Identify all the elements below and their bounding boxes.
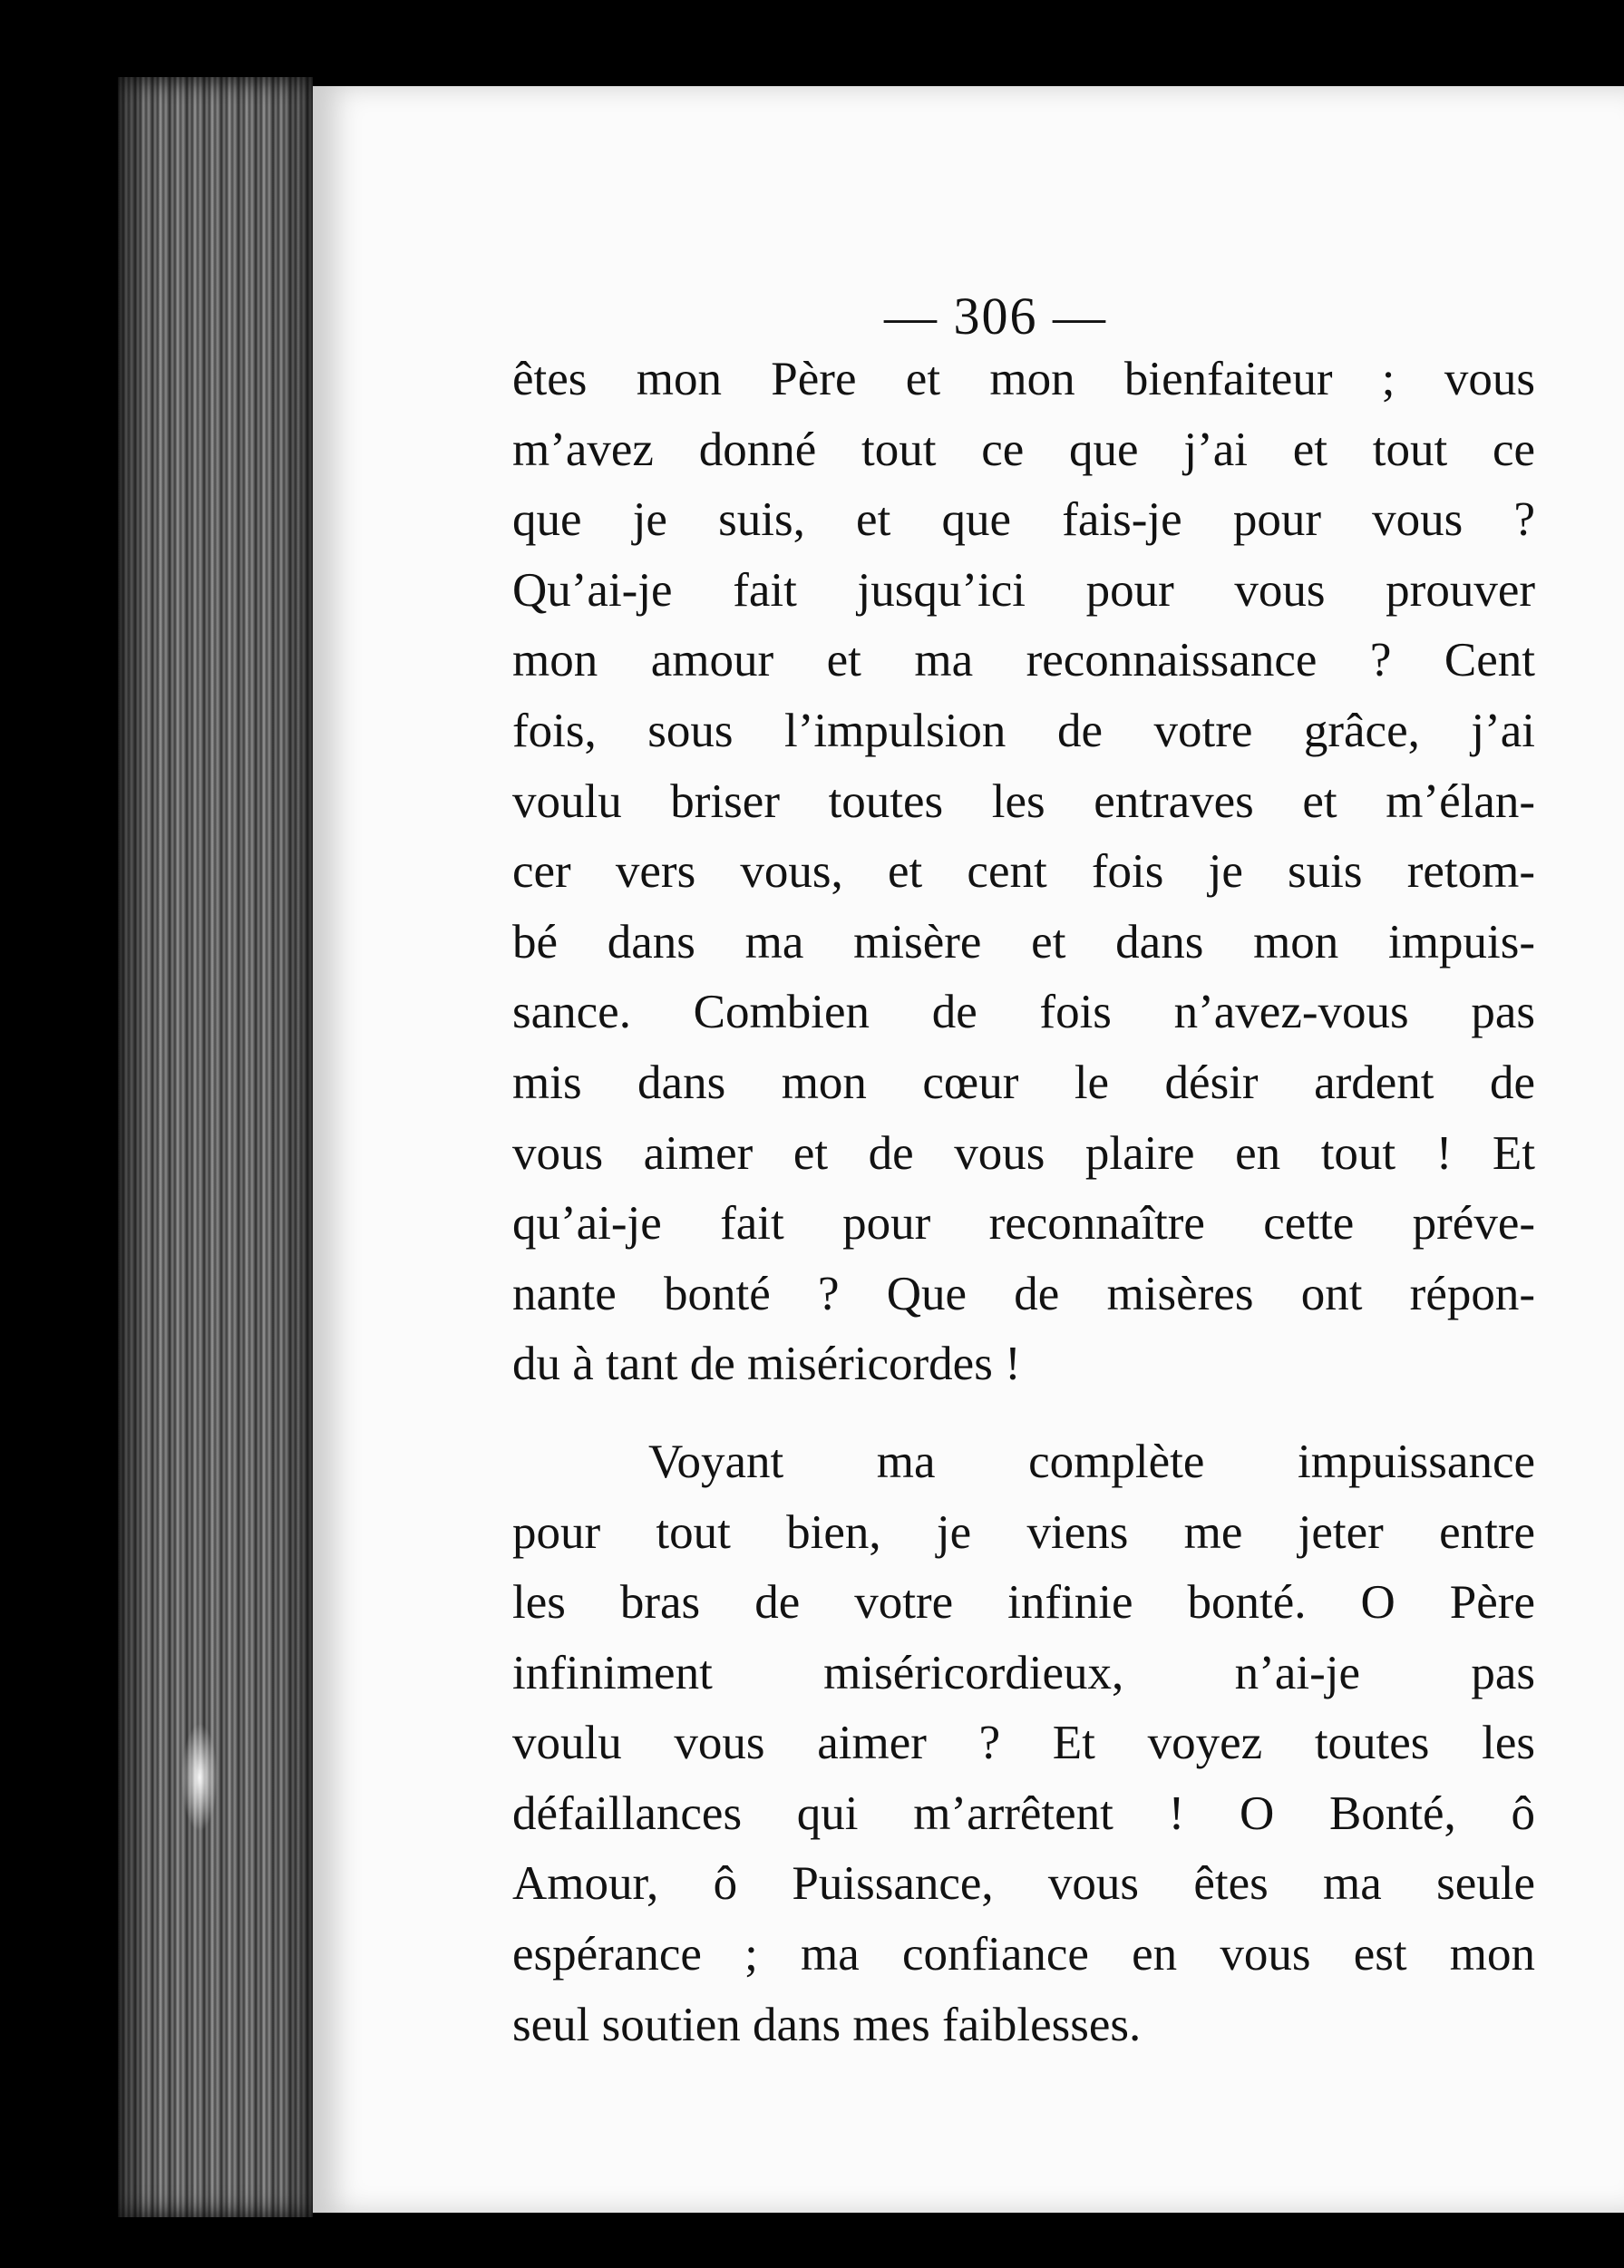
book-page-edges — [118, 77, 313, 2217]
text-line: nante bonté ? Que de misères ont répon- — [512, 1267, 1535, 1320]
text-line: infiniment miséricordieux, n’ai-je pas — [512, 1646, 1535, 1699]
text-line: voulu briser toutes les entraves et m’élan- — [512, 774, 1535, 828]
body-text — [512, 345, 1535, 2060]
light-glare — [181, 1723, 218, 1832]
text-line: seul soutien dans mes faiblesses. — [512, 1998, 1142, 2051]
text-line: Qu’ai-je fait jusqu’ici pour vous prouver — [512, 563, 1535, 617]
text-line: mon amour et ma reconnaissance ? Cent — [512, 634, 1535, 687]
page-sheet — [313, 86, 1624, 2213]
text-line: du à tant de miséricordes ! — [512, 1338, 1021, 1391]
text-line: êtes mon Père et mon bienfaiteur ; vous — [512, 353, 1535, 405]
text-line: pour tout bien, je viens me jeter entre — [512, 1505, 1535, 1559]
text-line: les bras de votre infinie bonté. O Père — [512, 1576, 1535, 1630]
paragraph-2 — [512, 1427, 1535, 2060]
text-line: Voyant ma complète impuissance — [648, 1435, 1535, 1488]
text-line: m’avez donné tout ce que j’ai et tout ce — [512, 423, 1535, 476]
text-line: mis dans mon cœur le désir ardent de — [512, 1056, 1535, 1109]
text-line: bé dans ma misère et dans mon impuis- — [512, 915, 1535, 969]
paragraph-1 — [512, 345, 1535, 1400]
text-line: qu’ai-je fait pour reconnaître cette préve- — [512, 1197, 1535, 1251]
page-number: — 306 — — [884, 287, 1107, 346]
text-line: fois, sous l’impulsion de votre grâce, j’ai — [512, 704, 1535, 757]
text-line: sance. Combien de fois n’avez-vous pas — [512, 986, 1535, 1039]
text-line: cer vers vous, et cent fois je suis retom- — [512, 845, 1535, 899]
paragraph-gap — [512, 1400, 1535, 1427]
text-line: que je suis, et que fais-je pour vous ? — [512, 493, 1535, 547]
text-line: Amour, ô Puissance, vous êtes ma seule — [512, 1857, 1535, 1911]
text-line: défaillances qui m’arrêtent ! O Bonté, ô — [512, 1786, 1535, 1840]
text-line: voulu vous aimer ? Et voyez toutes les — [512, 1717, 1535, 1770]
text-line: vous aimer et de vous plaire en tout ! Et — [512, 1126, 1535, 1180]
text-line: espérance ; ma confiance en vous est mon — [512, 1928, 1535, 1981]
